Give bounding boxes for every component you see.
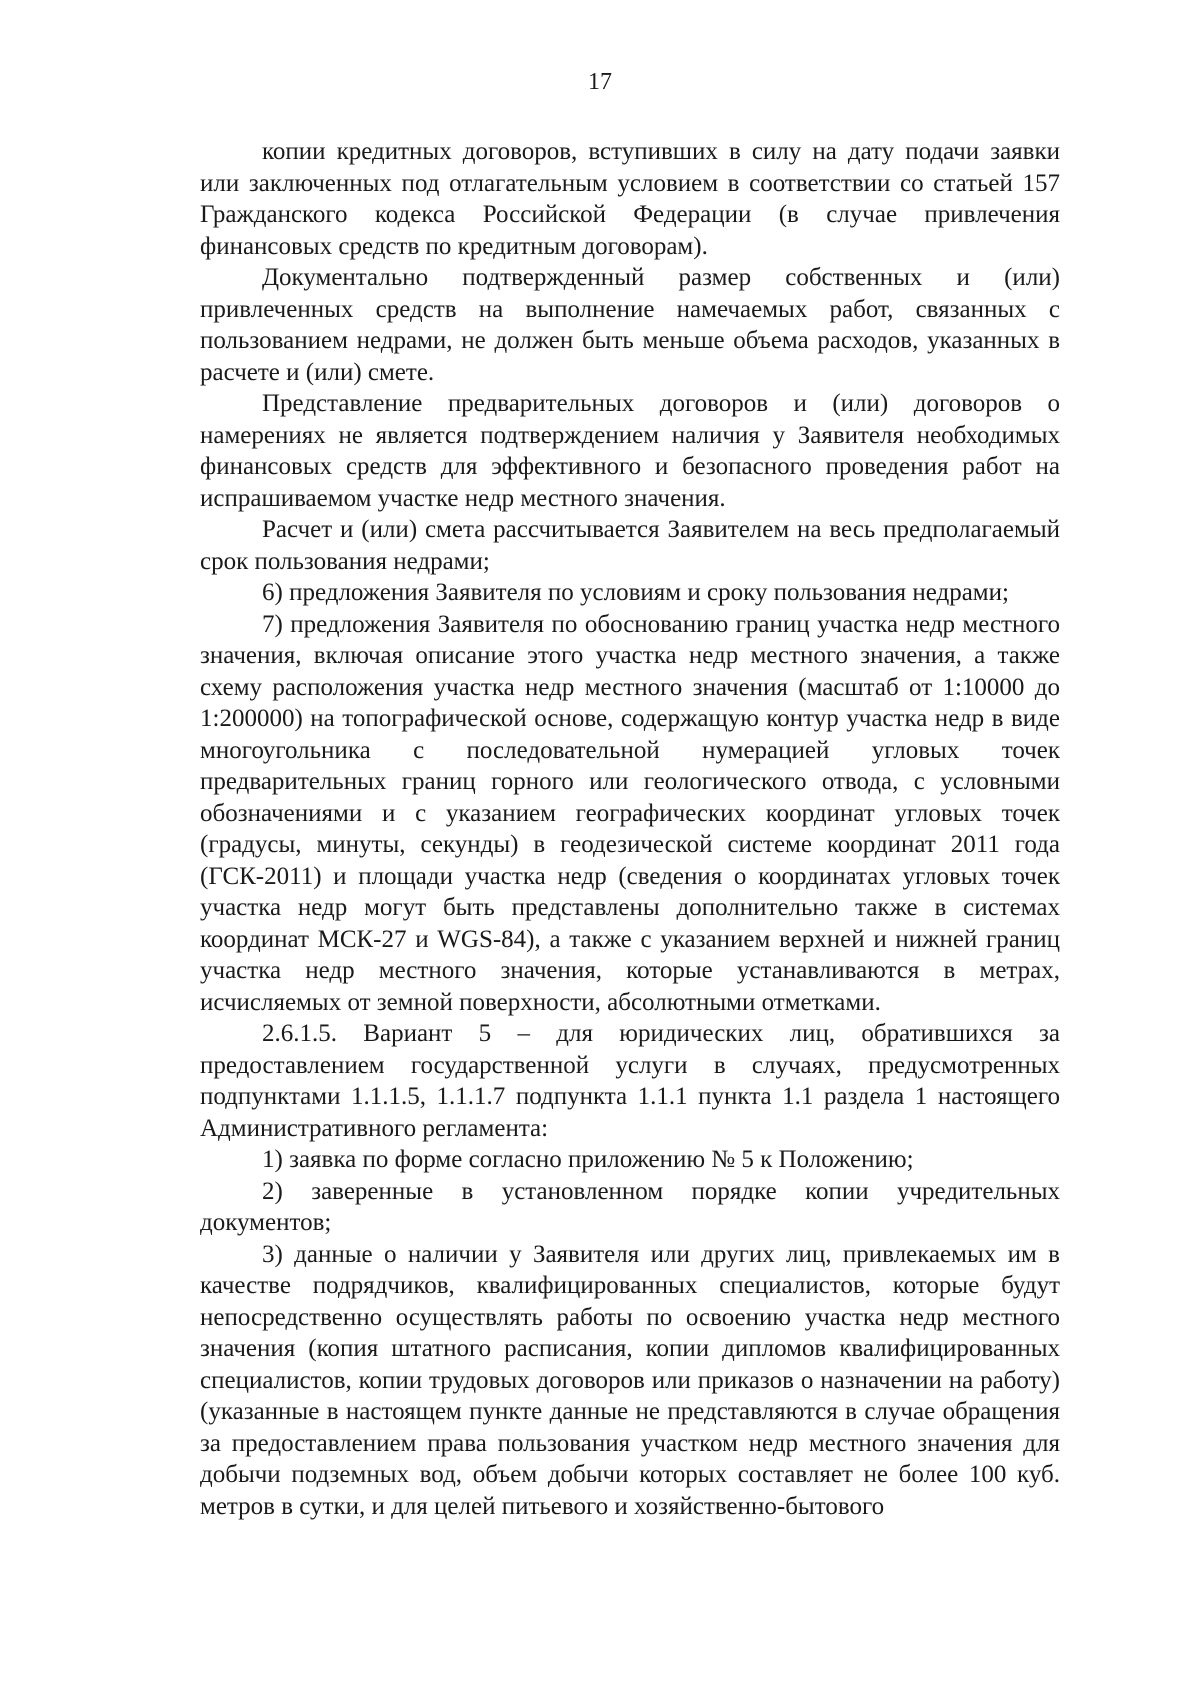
- paragraph-credit-agreements: копии кредитных договоров, вступивших в силу на дату подачи заявки или заключенных под отлагательным условием в соответствии со статьей 157 Гражданского кодекса Российской Федерации (в случае привлечения финансовых средств по кредитным договорам).: [200, 138, 1060, 260]
- list-item-1: 1) заявка по форме согласно приложению № 5 к Положению;: [262, 1146, 914, 1173]
- list-item-7: 7) предложения Заявителя по обоснованию границ участка недр местного значения, включая описание этого участка недр местного значения, а также схему расположения участка недр местного значения (масштаб от 1:10000 до 1:200000) на топографической основе, содержащую контур участка недр в виде многоугольника с последовательной нумерацией угловых точек предварительных границ горного или геологического отвода, с условными обозначениями и с указанием географических координат угловых точек (градусы, минуты, секунды) в геодезической системе координат 2011 года (ГСК-2011) и площади участка недр (сведения о координатах угловых точек участка недр могут быть представлены дополнительно также в системах координат МСК-27 и WGS-84), а также с указанием верхней и нижней границ участка недр местного значения, которые устанавливаются в метрах, исчисляемых от земной поверхности, абсолютными отметками.: [200, 610, 1060, 1016]
- list-item-3: 3) данные о наличии у Заявителя или других лиц, привлекаемых им в качестве подрядчиков, квалифицированных специалистов, которые будут непосредственно осуществлять работы по освоению участка недр местного значения (копия штатного расписания, копии дипломов квалифицированных специалистов, копии трудовых договоров или приказов о назначении на работу) (указанные в настоящем пункте данные не представляются в случае обращения за предоставлением права пользования участком недр местного значения для добычи подземных вод, объем добычи которых составляет не более 100 куб. метров в сутки, и для целей питьевого и хозяйственно-бытового: [200, 1240, 1060, 1520]
- paragraph-confirmed-funds: Документально подтвержденный размер собственных и (или) привлеченных средств на выполнение намечаемых работ, связанных с пользованием недрами, не должен быть меньше объема расходов, указанных в расчете и (или) смете.: [200, 264, 1060, 386]
- document-body: [200, 136, 1060, 1522]
- list-item-2: 2) заверенные в установленном порядке копии учредительных документов;: [200, 1177, 1060, 1236]
- section-2-6-1-5: 2.6.1.5. Вариант 5 – для юридических лиц, обратившихся за предоставлением государственной услуги в случаях, предусмотренных подпунктами 1.1.1.5, 1.1.1.7 подпункта 1.1.1 пункта 1.1 раздела 1 настоящего Административного регламента:: [200, 1020, 1060, 1142]
- list-item-6: 6) предложения Заявителя по условиям и сроку пользования недрами;: [262, 579, 1009, 606]
- paragraph-calculation-estimate: Расчет и (или) смета рассчитывается Заявителем на весь предполагаемый срок пользования недрами;: [200, 516, 1060, 575]
- paragraph-preliminary-agreements: Представление предварительных договоров и (или) договоров о намерениях не является подтверждением наличия у Заявителя необходимых финансовых средств для эффективного и безопасного проведения работ на испрашиваемом участке недр местного значения.: [200, 390, 1060, 512]
- page-number: 17: [588, 69, 612, 95]
